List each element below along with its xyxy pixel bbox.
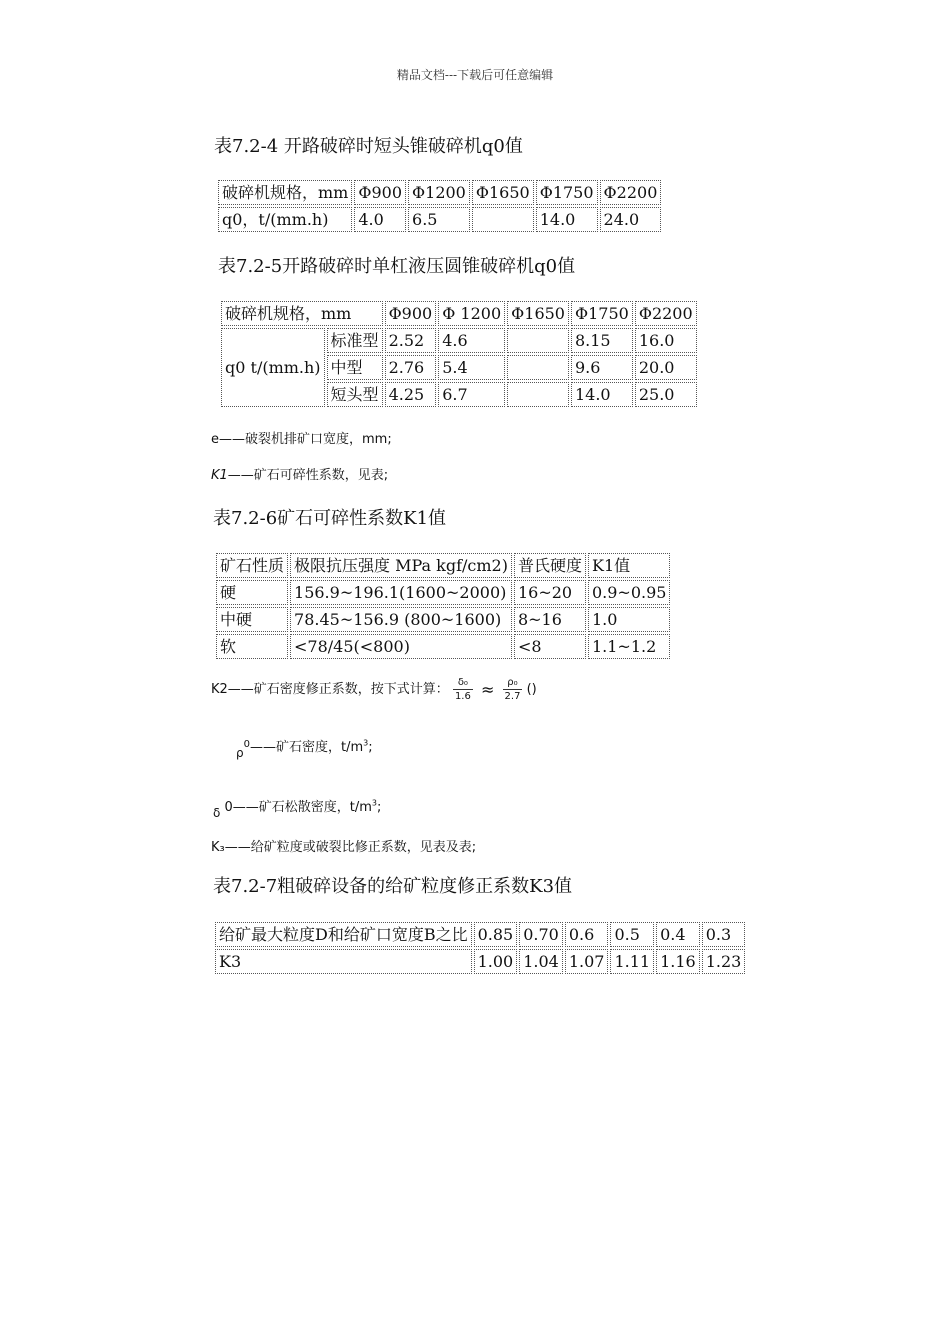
table-cell: 1.1~1.2 — [588, 634, 670, 659]
para-k2 — [211, 676, 537, 703]
table-cell: K3 — [215, 949, 472, 974]
page-header: 精品文档---下载后可任意编辑 — [396, 68, 554, 82]
table-cell: Φ1650 — [472, 180, 534, 205]
table-cell: 中型 — [327, 355, 383, 380]
table-cell — [507, 328, 569, 353]
table-cell: 破碎机规格，mm — [218, 180, 352, 205]
table-cell: 0.4 — [656, 922, 700, 947]
table-cell: 14.0 — [571, 382, 633, 407]
table-cell: 16.0 — [635, 328, 697, 353]
table-cell: 短头型 — [327, 382, 383, 407]
table-cell: 78.45~156.9 (800~1600) — [290, 607, 512, 632]
table-cell: 0.85 — [474, 922, 518, 947]
table-cell: 软 — [216, 634, 288, 659]
table-row — [218, 180, 661, 205]
table-cell: 硬 — [216, 580, 288, 605]
approx-symbol: ≈ — [480, 680, 495, 699]
table-cell: 156.9~196.1(1600~2000) — [290, 580, 512, 605]
table-cell: 0.9~0.95 — [588, 580, 670, 605]
table1 — [216, 178, 663, 234]
table-cell: Φ1200 — [408, 180, 470, 205]
table-cell: 矿石性质 — [216, 553, 288, 578]
table-cell: 标准型 — [327, 328, 383, 353]
table-row — [216, 607, 670, 632]
table-cell: 4.25 — [385, 382, 437, 407]
rho-symbol: ρ — [236, 746, 244, 760]
table4 — [213, 920, 747, 976]
table-cell: 0.5 — [610, 922, 654, 947]
table-cell: 4.6 — [438, 328, 505, 353]
para-e: e——破裂机排矿口宽度，mm; — [211, 432, 392, 447]
table-cell: Φ900 — [385, 301, 437, 326]
table-cell: 1.11 — [610, 949, 654, 974]
table-cell: 0.6 — [565, 922, 609, 947]
unit-superscript: 3 — [371, 798, 378, 808]
table-cell: q0，t/(mm.h) — [218, 207, 352, 232]
table-row — [221, 301, 697, 326]
fraction-numerator: ρ₀ — [503, 676, 523, 690]
table-cell: 5.4 — [438, 355, 505, 380]
rho-subscript: 0 — [243, 739, 250, 750]
table-row — [216, 553, 670, 578]
table1-title: 表7.2-4 开路破碎时短头锥破碎机q0值 — [214, 136, 523, 157]
table-row — [215, 922, 745, 947]
table-cell: Φ900 — [354, 180, 406, 205]
table-cell — [507, 355, 569, 380]
para-rho — [236, 736, 373, 760]
table-cell: Φ2200 — [635, 301, 697, 326]
fraction-numerator: δ₀ — [453, 676, 473, 690]
table-cell: 1.0 — [588, 607, 670, 632]
k1-symbol: K1 — [211, 468, 228, 483]
table-cell: 25.0 — [635, 382, 697, 407]
table-cell: 1.23 — [702, 949, 746, 974]
table-cell: <78/45(<800) — [290, 634, 512, 659]
table3 — [214, 551, 672, 661]
delta-end: ; — [377, 800, 382, 815]
table-cell — [507, 382, 569, 407]
table-cell: 中硬 — [216, 607, 288, 632]
table-cell: 1.00 — [474, 949, 518, 974]
para-delta — [213, 796, 382, 820]
fraction-denominator: 2.7 — [504, 691, 521, 702]
table-cell: 1.16 — [656, 949, 700, 974]
fraction-rho — [503, 676, 523, 703]
fraction-denominator: 1.6 — [454, 691, 471, 702]
table-cell: 6.5 — [408, 207, 470, 232]
table4-title: 表7.2-7粗破碎设备的给矿粒度修正系数K3值 — [213, 876, 573, 897]
table-cell: Φ1750 — [571, 301, 633, 326]
table-row — [216, 634, 670, 659]
table-cell: 1.07 — [565, 949, 609, 974]
fraction-delta — [453, 676, 473, 703]
table-row — [216, 580, 670, 605]
table-cell — [472, 207, 534, 232]
table-cell: 4.0 — [354, 207, 406, 232]
table-cell: q0 t/(mm.h) — [221, 328, 325, 407]
para-k3: K₃——给矿粒度或破裂比修正系数，见表及表; — [211, 840, 477, 855]
table-cell: 9.6 — [571, 355, 633, 380]
table-cell: Φ1650 — [507, 301, 569, 326]
table-cell: Φ 1200 — [438, 301, 505, 326]
k2-tail: () — [526, 682, 537, 697]
table3-title: 表7.2-6矿石可碎性系数K1值 — [213, 508, 447, 529]
delta-text: ——矿石松散密度，t/m — [232, 800, 372, 815]
table-cell: 20.0 — [635, 355, 697, 380]
table-cell: 24.0 — [600, 207, 662, 232]
table-cell: 给矿最大粒度D和给矿口宽度B之比 — [215, 922, 472, 947]
rho-end: ; — [368, 740, 373, 755]
table2-title: 表7.2-5开路破碎时单杠液压圆锥破碎机q0值 — [218, 256, 576, 277]
table-cell: 1.04 — [519, 949, 563, 974]
rho-text: ——矿石密度，t/m — [250, 740, 364, 755]
table-cell: 14.0 — [536, 207, 598, 232]
table-cell: K1值 — [588, 553, 670, 578]
k1-text: ——矿石可碎性系数，见表; — [227, 468, 389, 483]
table-cell: 0.3 — [702, 922, 746, 947]
table-row — [218, 207, 661, 232]
table-cell: Φ2200 — [600, 180, 662, 205]
table-cell: 2.52 — [385, 328, 437, 353]
delta-subscript: 0 — [224, 800, 233, 815]
table-cell: 0.70 — [519, 922, 563, 947]
table-cell: 8~16 — [514, 607, 586, 632]
table-row — [221, 328, 697, 353]
table-cell: 8.15 — [571, 328, 633, 353]
table-cell: 6.7 — [438, 382, 505, 407]
table-cell: 普氏硬度 — [514, 553, 586, 578]
para-k1 — [211, 464, 388, 483]
k2-text: K2——矿石密度修正系数，按下式计算： — [211, 682, 449, 697]
unit-superscript: 3 — [363, 738, 369, 748]
table-cell: 破碎机规格，mm — [221, 301, 383, 326]
table-cell: 2.76 — [385, 355, 437, 380]
table2 — [219, 299, 699, 409]
table-row — [215, 949, 745, 974]
table-cell: 极限抗压强度 MPa kgf/cm2) — [290, 553, 512, 578]
delta-symbol: δ — [213, 806, 221, 820]
table-cell: Φ1750 — [536, 180, 598, 205]
table-cell: <8 — [514, 634, 586, 659]
table-cell: 16~20 — [514, 580, 586, 605]
